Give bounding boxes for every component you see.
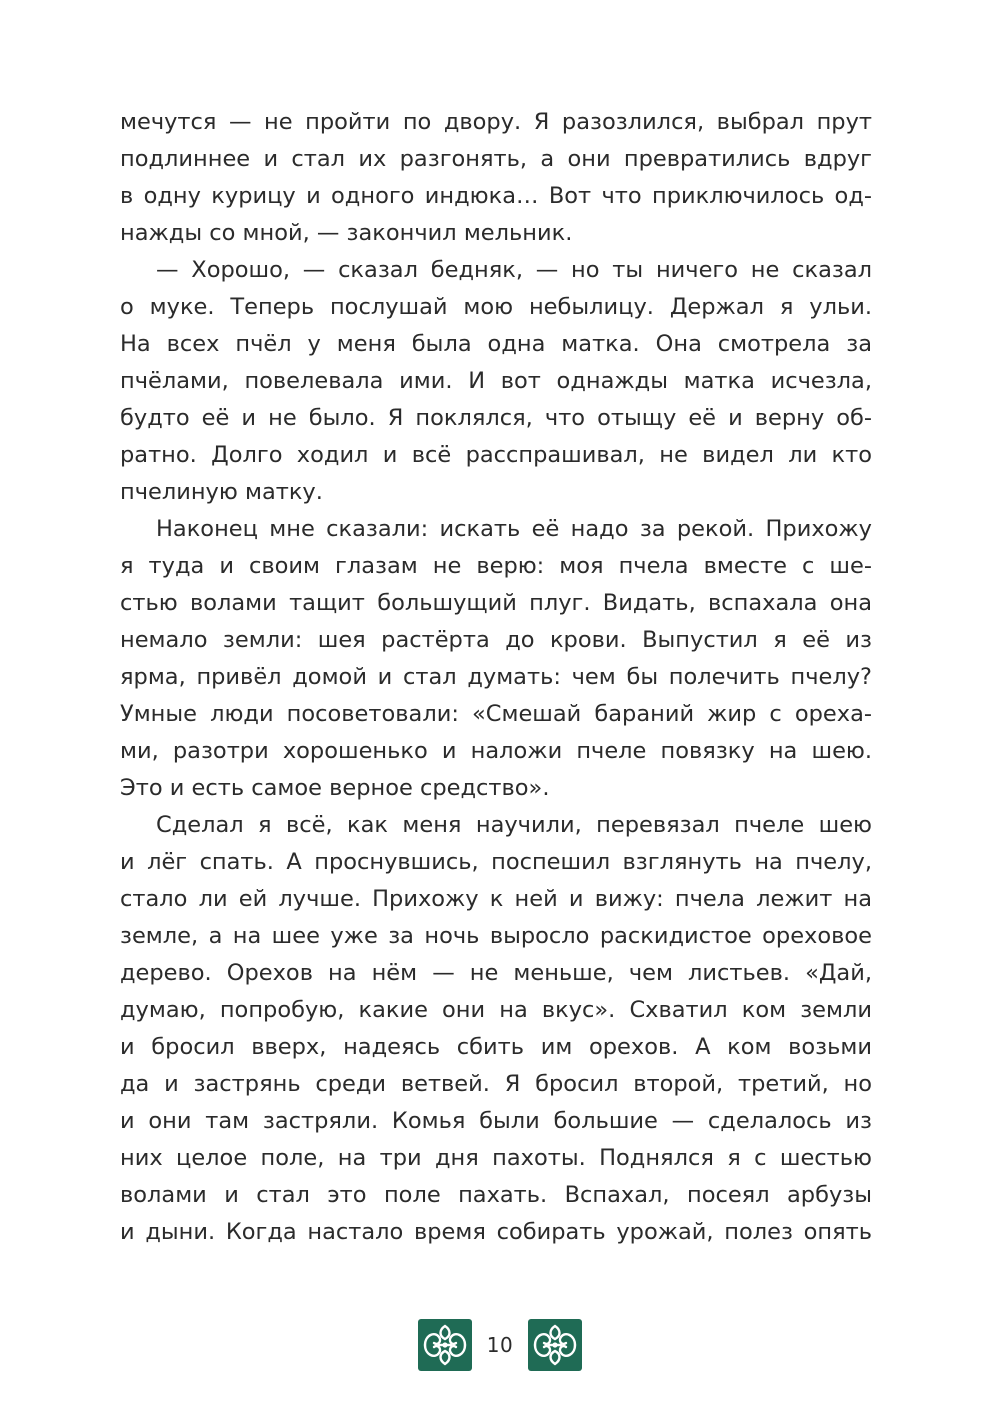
text-line: земле, а на шее уже за ночь выросло раскидистое ореховое bbox=[120, 923, 872, 949]
paragraph bbox=[120, 511, 872, 807]
text-line: и дыни. Когда настало время собирать урожай, полез опять bbox=[120, 1219, 872, 1245]
text-line: них целое поле, на три дня пахоты. Поднялся я с шестью bbox=[120, 1145, 872, 1171]
text-line: Наконец мне сказали: искать её надо за рекой. Прихожу bbox=[156, 516, 872, 542]
text-line: и бросил вверх, надеясь сбить им орехов. А ком возьми bbox=[120, 1034, 872, 1060]
text-line: волами и стал это поле пахать. Вспахал, посеял арбузы bbox=[120, 1182, 872, 1208]
text-line: думаю, попробую, какие они на вкус». Схватил ком земли bbox=[120, 997, 872, 1023]
text-line: и они там застряли. Комья были большие — сделалось из bbox=[120, 1108, 872, 1134]
text-line: На всех пчёл у меня была одна матка. Она смотрела за bbox=[120, 331, 872, 357]
text-line: ярма, привёл домой и стал думать: чем бы полечить пчелу? bbox=[120, 664, 872, 690]
paragraph bbox=[120, 104, 872, 252]
page-number: 10 bbox=[486, 1333, 514, 1357]
text-line: пчелиную матку. bbox=[120, 479, 323, 505]
text-line: нажды со мной, — закончил мельник. bbox=[120, 220, 573, 246]
text-line: ратно. Долго ходил и всё расспрашивал, не видел ли кто bbox=[120, 442, 872, 468]
text-line: пчёлами, повелевала ими. И вот однажды матка исчезла, bbox=[120, 368, 872, 394]
text-line: подлиннее и стал их разгонять, а они превратились вдруг bbox=[120, 146, 872, 172]
text-line: немало земли: шея растёрта до крови. Выпустил я её из bbox=[120, 627, 872, 653]
paragraph bbox=[120, 252, 872, 511]
text-line: стью волами тащит большущий плуг. Видать, вспахала она bbox=[120, 590, 872, 616]
text-line: Это и есть самое верное средство». bbox=[120, 775, 550, 801]
page-text bbox=[120, 104, 872, 1251]
text-line: и лёг спать. А проснувшись, поспешил взглянуть на пчелу, bbox=[120, 849, 872, 875]
text-line: стало ли ей лучше. Прихожу к ней и вижу: пчела лежит на bbox=[120, 886, 872, 912]
text-line: в одну курицу и одного индюка… Вот что приключилось од- bbox=[120, 183, 872, 209]
page-footer bbox=[0, 1312, 1000, 1378]
text-line: — Хорошо, — сказал бедняк, — но ты ничего не сказал bbox=[156, 257, 872, 283]
kazakh-ornament-icon bbox=[527, 1318, 583, 1372]
text-line: ми, разотри хорошенько и наложи пчеле повязку на шею. bbox=[120, 738, 872, 764]
text-line: Сделал я всё, как меня научили, перевязал пчеле шею bbox=[156, 812, 872, 838]
text-line: дерево. Орехов на нём — не меньше, чем листьев. «Дай, bbox=[120, 960, 872, 986]
text-line: да и застрянь среди ветвей. Я бросил второй, третий, но bbox=[120, 1071, 872, 1097]
text-line: я туда и своим глазам не верю: моя пчела вместе с ше- bbox=[120, 553, 872, 579]
text-line: мечутся — не пройти по двору. Я разозлился, выбрал прут bbox=[120, 109, 872, 135]
text-line: Умные люди посоветовали: «Смешай бараний жир с ореха- bbox=[120, 701, 872, 727]
text-line: о муке. Теперь послушай мою небылицу. Держал я ульи. bbox=[120, 294, 872, 320]
text-line: будто её и не было. Я поклялся, что отыщу её и верну об- bbox=[120, 405, 872, 431]
paragraph bbox=[120, 807, 872, 1251]
kazakh-ornament-icon bbox=[417, 1318, 473, 1372]
